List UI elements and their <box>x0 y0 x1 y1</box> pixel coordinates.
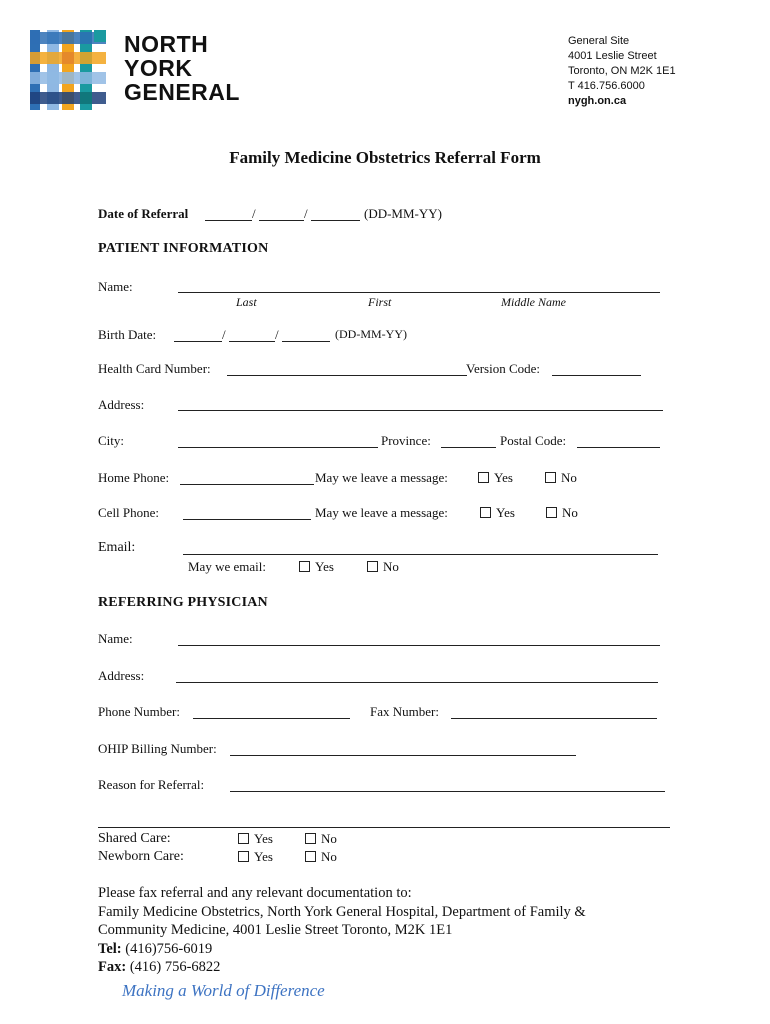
reason-label: Reason for Referral: <box>98 777 205 792</box>
physician-fax-label: Fax Number: <box>370 704 439 719</box>
instructions-line: Please fax referral and any relevant documentation to: <box>98 885 412 901</box>
fax-line <box>98 958 586 977</box>
email-label: Email: <box>98 540 136 555</box>
city-label: City: <box>98 433 125 448</box>
date-of-referral-label: Date of Referral <box>98 206 189 221</box>
logo-word-york: YORK <box>124 55 193 81</box>
newborn-care-label: Newborn Care: <box>98 849 184 864</box>
email-field[interactable] <box>183 554 658 555</box>
referral-day-field[interactable] <box>205 220 252 221</box>
patient-name-field[interactable] <box>178 292 660 293</box>
date-format-hint: (DD-MM-YY) <box>364 206 442 221</box>
newborn-care-no[interactable] <box>305 849 337 865</box>
yes-label: Yes <box>315 559 334 574</box>
address-line: Toronto, ON M2K 1E1 <box>568 65 676 77</box>
instructions-line: Community Medicine, 4001 Leslie Street Toronto, M2K 1E1 <box>98 922 453 938</box>
reason-field[interactable] <box>230 791 665 792</box>
home-message-question: May we leave a message: <box>315 470 448 485</box>
no-label: No <box>321 849 337 864</box>
checkbox-icon[interactable] <box>546 507 557 518</box>
date-separator: / <box>222 327 226 342</box>
logo-word-north: NORTH <box>124 31 209 57</box>
city-field[interactable] <box>178 447 378 448</box>
no-label: No <box>561 470 577 485</box>
name-sub-last: Last <box>236 295 257 309</box>
site-address <box>568 34 676 109</box>
birth-month-field[interactable] <box>229 341 275 342</box>
version-code-label: Version Code: <box>466 361 541 376</box>
cell-message-no[interactable] <box>546 505 578 521</box>
email-no[interactable] <box>367 559 399 575</box>
birth-date-label: Birth Date: <box>98 327 157 342</box>
birth-format-hint: (DD-MM-YY) <box>335 327 407 341</box>
yes-label: Yes <box>254 831 273 846</box>
postal-code-field[interactable] <box>577 447 660 448</box>
fax-instructions <box>98 884 586 977</box>
fax-value: (416) 756-6822 <box>129 959 221 975</box>
physician-phone-label: Phone Number: <box>98 704 180 719</box>
no-label: No <box>562 505 578 520</box>
checkbox-icon[interactable] <box>478 472 489 483</box>
address-line: General Site <box>568 35 630 47</box>
email-question: May we email: <box>188 559 266 574</box>
website-link[interactable]: nygh.on.ca <box>568 95 627 107</box>
date-separator: / <box>275 327 279 342</box>
birth-day-field[interactable] <box>174 341 222 342</box>
name-sub-first: First <box>368 295 392 309</box>
physician-name-field[interactable] <box>178 645 660 646</box>
province-field[interactable] <box>441 447 496 448</box>
yes-label: Yes <box>254 849 273 864</box>
ohip-field[interactable] <box>230 755 576 756</box>
health-card-label: Health Card Number: <box>98 361 211 376</box>
name-sub-middle: Middle Name <box>501 295 566 309</box>
shared-care-label: Shared Care: <box>98 831 171 846</box>
physician-phone-field[interactable] <box>193 718 350 719</box>
postal-code-label: Postal Code: <box>500 433 567 448</box>
patient-section-heading: PATIENT INFORMATION <box>98 241 269 256</box>
cell-phone-label: Cell Phone: <box>98 505 160 520</box>
checkbox-icon[interactable] <box>299 561 310 572</box>
checkbox-icon[interactable] <box>480 507 491 518</box>
patient-name-label: Name: <box>98 279 133 294</box>
checkbox-icon[interactable] <box>305 833 316 844</box>
cell-phone-field[interactable] <box>183 519 311 520</box>
checkbox-icon[interactable] <box>238 851 249 862</box>
tel-label: Tel: <box>98 940 122 957</box>
date-separator: / <box>304 206 308 221</box>
yes-label: Yes <box>496 505 515 520</box>
fax-label: Fax: <box>98 959 127 975</box>
tel-line <box>98 940 586 959</box>
shared-care-no[interactable] <box>305 831 337 847</box>
version-code-field[interactable] <box>552 375 641 376</box>
province-label: Province: <box>381 433 431 448</box>
yes-label: Yes <box>494 470 513 485</box>
ohip-label: OHIP Billing Number: <box>98 741 217 756</box>
patient-address-label: Address: <box>98 397 145 412</box>
reason-field-continued[interactable] <box>98 827 670 828</box>
home-message-yes[interactable] <box>478 470 513 486</box>
health-card-field[interactable] <box>227 375 467 376</box>
referral-month-field[interactable] <box>259 220 304 221</box>
physician-address-label: Address: <box>98 668 145 683</box>
patient-address-field[interactable] <box>178 410 663 411</box>
physician-fax-field[interactable] <box>451 718 657 719</box>
date-separator: / <box>252 206 256 221</box>
email-yes[interactable] <box>299 559 334 575</box>
cell-message-question: May we leave a message: <box>315 505 448 520</box>
cell-message-yes[interactable] <box>480 505 515 521</box>
logo-word-general: GENERAL <box>124 79 240 105</box>
no-label: No <box>383 559 399 574</box>
home-phone-field[interactable] <box>180 484 314 485</box>
physician-name-label: Name: <box>98 631 133 646</box>
address-line: 4001 Leslie Street <box>568 50 657 62</box>
tel-value: (416)756-6019 <box>125 940 213 957</box>
address-line: T 416.756.6000 <box>568 80 645 92</box>
checkbox-icon[interactable] <box>367 561 378 572</box>
physician-section-heading: REFERRING PHYSICIAN <box>98 595 268 610</box>
physician-address-field[interactable] <box>176 682 658 683</box>
shared-care-yes[interactable] <box>238 831 273 847</box>
tagline: Making a World of Difference <box>122 981 325 1000</box>
form-title: Family Medicine Obstetrics Referral Form <box>229 148 541 167</box>
newborn-care-yes[interactable] <box>238 849 273 865</box>
checkbox-icon[interactable] <box>238 833 249 844</box>
checkbox-icon[interactable] <box>305 851 316 862</box>
home-phone-label: Home Phone: <box>98 470 170 485</box>
no-label: No <box>321 831 337 846</box>
referral-year-field[interactable] <box>311 220 360 221</box>
checkbox-icon[interactable] <box>545 472 556 483</box>
home-message-no[interactable] <box>545 470 577 486</box>
birth-year-field[interactable] <box>282 341 330 342</box>
instructions-line: Family Medicine Obstetrics, North York General Hospital, Department of Family & <box>98 903 586 920</box>
